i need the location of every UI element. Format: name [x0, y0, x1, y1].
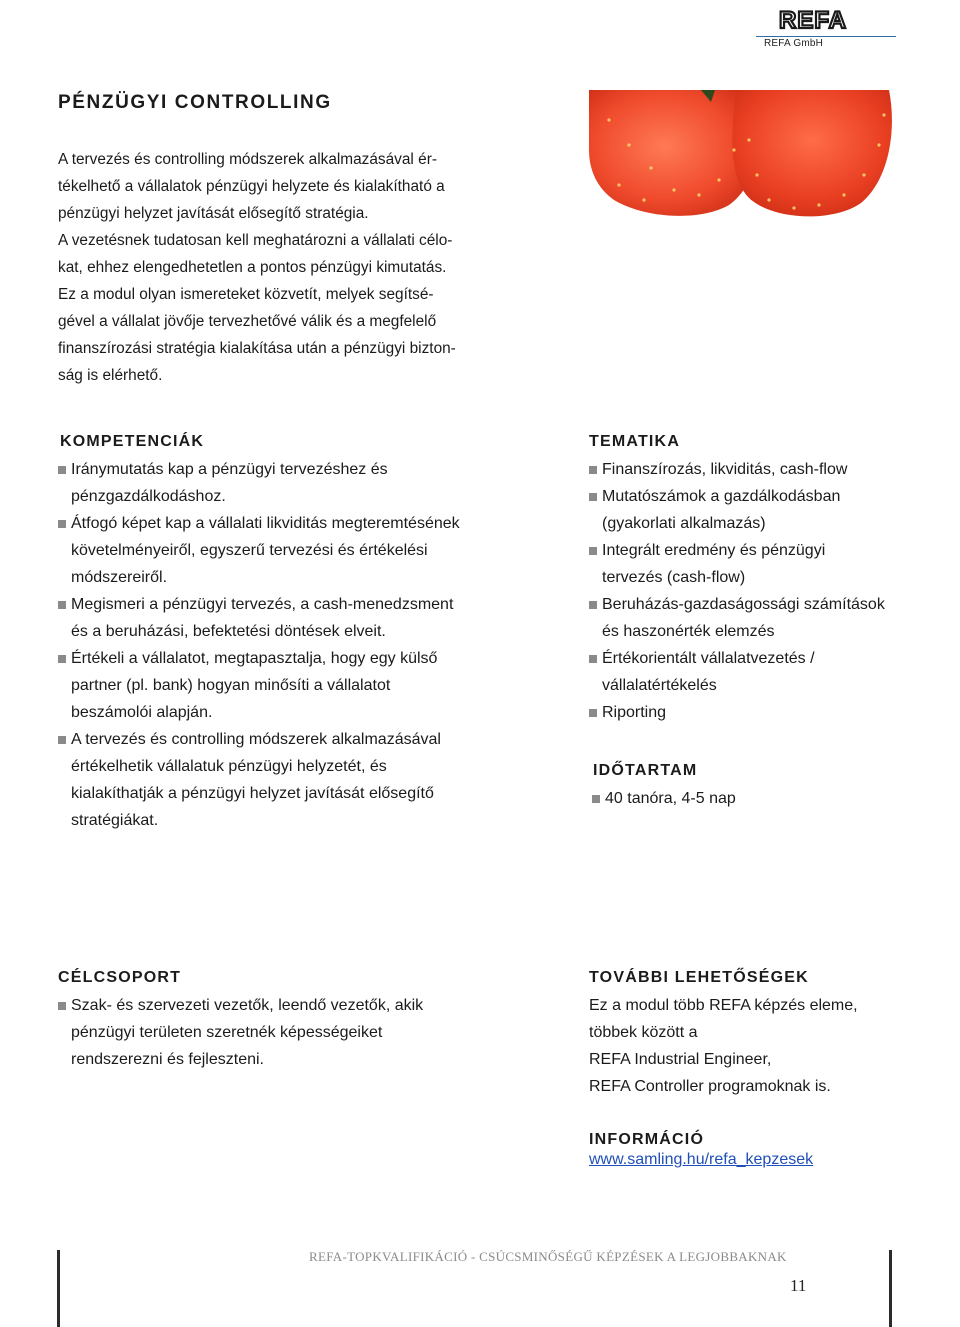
intro-paragraph [58, 146, 518, 389]
tematika-heading: TEMATIKA [589, 433, 681, 450]
intro-line: kat, ehhez elengedhetetlen a pontos pénzügyi kimutatás. [58, 259, 447, 276]
list-item-line: Értékeli a vállalatot, megtapasztalja, hogy egy külső [71, 650, 438, 667]
bullet-square-icon [589, 547, 597, 555]
celcsoport-heading: CÉLCSOPORT [58, 969, 182, 986]
list-item [589, 456, 909, 483]
intro-line: A tervezés és controlling módszerek alkalmazásával ér- [58, 151, 437, 168]
list-item-line: és a beruházási, befektetési döntések elveit. [71, 623, 386, 640]
bullet-square-icon [58, 520, 66, 528]
list-item-line: vállalatértékelés [602, 677, 717, 694]
tovabbi-line: REFA Industrial Engineer, [589, 1051, 772, 1068]
list-item [592, 785, 892, 812]
list-item-line: követelményeiről, egyszerű tervezési és értékelési [71, 542, 428, 559]
celcsoport-list [58, 992, 528, 1073]
bullet-square-icon [589, 466, 597, 474]
idotartam-list [592, 785, 892, 812]
bullet-square-icon [589, 601, 597, 609]
list-item-line: pénzgazdálkodáshoz. [71, 488, 226, 505]
list-item [589, 483, 909, 537]
info-link[interactable]: www.samling.hu/refa_kepzesek [589, 1151, 814, 1168]
list-item [589, 591, 909, 645]
bullet-square-icon [589, 709, 597, 717]
bullet-square-icon [589, 493, 597, 501]
bullet-square-icon [58, 601, 66, 609]
list-item-line: kialakíthatják a pénzügyi helyzet javítását elősegítő [71, 785, 434, 802]
footer-rule-left [57, 1250, 60, 1327]
list-item [58, 992, 528, 1073]
list-item-line: Integrált eredmény és pénzügyi [602, 542, 826, 559]
list-item-line: (gyakorlati alkalmazás) [602, 515, 766, 532]
list-item-line: Finanszírozás, likviditás, cash-flow [602, 461, 848, 478]
intro-line: tékelhető a vállalatok pénzügyi helyzete és kialakítható a [58, 178, 445, 195]
list-item-line: tervezés (cash-flow) [602, 569, 746, 586]
strawberry-image [589, 90, 903, 220]
list-item-line: értékelhetik vállalatuk pénzügyi helyzetét, és [71, 758, 387, 775]
list-item-line: és haszonérték elemzés [602, 623, 775, 640]
list-item [58, 591, 528, 645]
bullet-square-icon [592, 795, 600, 803]
tovabbi-line: Ez a modul több REFA képzés eleme, [589, 997, 858, 1014]
tovabbi-line: többek között a [589, 1024, 698, 1041]
list-item-line: Értékorientált vállalatvezetés / [602, 650, 815, 667]
kompetenciak-heading: KOMPETENCIÁK [60, 433, 205, 450]
bullet-square-icon [58, 466, 66, 474]
list-item [589, 645, 909, 699]
list-item-line: 40 tanóra, 4-5 nap [605, 790, 736, 807]
intro-line: ság is elérhető. [58, 367, 163, 384]
tovabbi-line: REFA Controller programoknak is. [589, 1078, 831, 1095]
list-item-line: Iránymutatás kap a pénzügyi tervezéshez és [71, 461, 388, 478]
list-item-line: Mutatószámok a gazdálkodásban [602, 488, 841, 505]
tovabbi-heading: TOVÁBBI LEHETŐSÉGEK [589, 969, 809, 986]
list-item [589, 537, 909, 591]
list-item-line: Riporting [602, 704, 667, 721]
kompetenciak-list [58, 456, 528, 834]
page-title: PÉNZÜGYI CONTROLLING [58, 92, 332, 113]
idotartam-heading: IDŐTARTAM [593, 762, 698, 779]
logo-subtitle: REFA GmbH [764, 38, 824, 49]
intro-line: gével a vállalat jövője tervezhetővé válik és a megfelelő [58, 313, 437, 330]
list-item [58, 510, 528, 591]
bullet-square-icon [58, 736, 66, 744]
bullet-square-icon [589, 655, 597, 663]
informacio-heading: INFORMÁCIÓ [589, 1131, 705, 1148]
list-item [58, 645, 528, 726]
footer-rule-right [889, 1250, 892, 1327]
intro-line: A vezetésnek tudatosan kell meghatározni a vállalati célo- [58, 232, 453, 249]
list-item-line: Megismeri a pénzügyi tervezés, a cash-menedzsment [71, 596, 454, 613]
intro-line: finanszírozási stratégia kialakítása után a pénzügyi bizton- [58, 340, 456, 357]
refa-logo [756, 6, 901, 50]
bullet-square-icon [58, 655, 66, 663]
footer-text: REFA-TOPKVALIFIKÁCIÓ - CSÚCSMINŐSÉGŰ KÉPZÉSEK A LEGJOBBAKNAK [309, 1249, 787, 1264]
list-item-line: módszereiről. [71, 569, 168, 586]
list-item [58, 456, 528, 510]
list-item [589, 699, 909, 726]
list-item-line: pénzügyi területen szeretnék képességeiket [71, 1024, 383, 1041]
logo-divider [756, 36, 896, 37]
list-item-line: beszámolói alapján. [71, 704, 213, 721]
tematika-list [589, 456, 909, 726]
tovabbi-text [589, 992, 919, 1100]
refa-logo-mark [762, 8, 864, 32]
list-item-line: stratégiákat. [71, 812, 159, 829]
intro-line: Ez a modul olyan ismereteket közvetít, melyek segítsé- [58, 286, 434, 303]
list-item-line: A tervezés és controlling módszerek alkalmazásával [71, 731, 441, 748]
list-item-line: partner (pl. bank) hogyan minősíti a vállalatot [71, 677, 391, 694]
list-item-line: Szak- és szervezeti vezetők, leendő vezetők, akik [71, 997, 424, 1014]
list-item-line: rendszerezni és fejleszteni. [71, 1051, 264, 1068]
page-number: 11 [790, 1276, 807, 1295]
list-item-line: Beruházás-gazdaságossági számítások [602, 596, 885, 613]
list-item-line: Átfogó képet kap a vállalati likviditás megteremtésének [71, 515, 460, 532]
refa-logo-text: REFA [778, 8, 848, 32]
bullet-square-icon [58, 1002, 66, 1010]
intro-line: pénzügyi helyzet javítását elősegítő stratégia. [58, 205, 369, 222]
list-item [58, 726, 528, 834]
